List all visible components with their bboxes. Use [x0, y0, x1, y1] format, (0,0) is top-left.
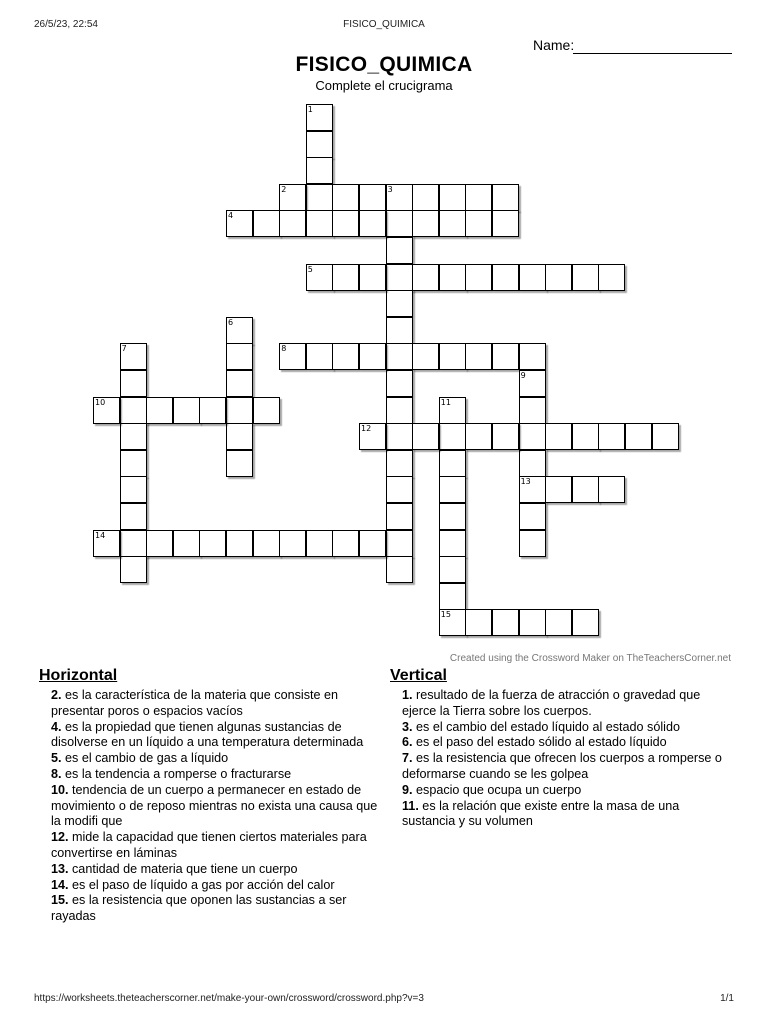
crossword-cell — [412, 423, 439, 450]
crossword-cell — [199, 530, 226, 557]
clue-number: 11 — [440, 397, 451, 407]
crossword-cell — [572, 423, 599, 450]
crossword-cell — [306, 131, 333, 158]
vertical-heading: Vertical — [390, 667, 447, 684]
horizontal-clues — [39, 667, 384, 925]
crossword-cell — [386, 423, 413, 450]
clue-item — [39, 878, 384, 894]
horizontal-clue-list — [39, 688, 384, 925]
clue-item — [39, 862, 384, 878]
crossword-cell — [439, 530, 466, 557]
crossword-cell — [226, 450, 253, 477]
clue-num: 3. — [402, 719, 413, 734]
crossword-cell — [306, 530, 333, 557]
crossword-cell — [146, 397, 173, 424]
crossword-cell — [332, 343, 359, 370]
crossword-cell — [120, 397, 147, 424]
crossword-cell — [386, 290, 413, 317]
clue-text: resultado de la fuerza de atracción o gravedad que ejerce la Tierra sobre los cuerpos. — [402, 688, 701, 718]
crossword-cell — [306, 210, 333, 237]
crossword-cell — [120, 476, 147, 503]
crossword-cell — [439, 503, 466, 530]
crossword-cell — [226, 317, 253, 344]
crossword-cell — [226, 370, 253, 397]
crossword-cell — [386, 450, 413, 477]
crossword-cell — [439, 450, 466, 477]
horizontal-heading: Horizontal — [39, 667, 118, 684]
crossword-cell — [120, 450, 147, 477]
crossword-cell — [306, 264, 333, 291]
print-header-title: FISICO_QUIMICA — [343, 19, 425, 30]
clue-text: es la propiedad que tienen algunas sustancias de disolverse en un líquido a una temperatura determinada — [51, 719, 364, 750]
clue-number: 10 — [95, 397, 106, 407]
crossword-cell — [332, 264, 359, 291]
clue-text: es la resistencia que oponen las sustancias a ser rayadas — [51, 893, 347, 924]
crossword-cell — [253, 210, 280, 237]
crossword-cell — [439, 343, 466, 370]
crossword-cell — [386, 503, 413, 530]
clue-number: 5 — [307, 264, 313, 274]
clue-item — [390, 751, 735, 783]
crossword-cell — [386, 556, 413, 583]
name-label: Name: — [533, 37, 575, 53]
clue-item — [390, 688, 735, 720]
crossword-cell — [332, 210, 359, 237]
crossword-cell — [412, 343, 439, 370]
clue-num: 4. — [51, 719, 62, 734]
clue-item — [390, 735, 735, 751]
crossword-cell — [598, 423, 625, 450]
clue-num: 9. — [402, 782, 413, 797]
crossword-cell — [439, 583, 466, 610]
crossword-cell — [519, 450, 546, 477]
crossword-cell — [226, 423, 253, 450]
clue-num: 11. — [402, 798, 419, 813]
vertical-clues — [390, 667, 735, 830]
clue-text: espacio que ocupa un cuerpo — [412, 782, 582, 797]
crossword-cell — [465, 423, 492, 450]
crossword-cell — [386, 210, 413, 237]
crossword-cell — [519, 476, 546, 503]
clue-num: 10. — [51, 782, 69, 797]
crossword-cell — [173, 530, 200, 557]
crossword-cell — [519, 397, 546, 424]
clue-item — [39, 767, 384, 783]
clue-number: 14 — [95, 530, 106, 540]
crossword-cell — [386, 370, 413, 397]
crossword-cell — [519, 370, 546, 397]
crossword-cell — [652, 423, 679, 450]
crossword-cell — [386, 264, 413, 291]
crossword-cell — [226, 530, 253, 557]
footer-page-number: 1/1 — [720, 993, 734, 1004]
crossword-cell — [465, 184, 492, 211]
clue-number: 13 — [520, 477, 531, 487]
crossword-cell — [519, 343, 546, 370]
crossword-cell — [519, 264, 546, 291]
clue-num: 13. — [51, 861, 69, 876]
crossword-cell — [545, 476, 572, 503]
clue-text: es el paso de líquido a gas por acción del calor — [68, 877, 335, 892]
crossword-cell — [492, 609, 519, 636]
crossword-cell — [439, 397, 466, 424]
clue-item — [39, 688, 384, 720]
crossword-cell — [226, 397, 253, 424]
crossword-cell — [359, 210, 386, 237]
crossword-cell — [173, 397, 200, 424]
crossword-cell — [120, 556, 147, 583]
crossword-cell — [146, 530, 173, 557]
crossword-cell — [386, 476, 413, 503]
crossword-cell — [519, 530, 546, 557]
clue-number: 12 — [361, 424, 372, 434]
crossword-cell — [359, 184, 386, 211]
crossword-cell — [279, 343, 306, 370]
crossword-cell — [253, 530, 280, 557]
clue-text: es el cambio de gas a líquido — [61, 751, 229, 766]
crossword-cell — [598, 264, 625, 291]
crossword-cell — [545, 264, 572, 291]
clue-text: es el cambio del estado líquido al estado sólido — [412, 719, 680, 734]
crossword-cell — [519, 609, 546, 636]
clue-num: 7. — [402, 751, 413, 766]
crossword-cell — [439, 184, 466, 211]
clue-item — [39, 893, 384, 925]
clue-number: 8 — [281, 344, 287, 354]
credit-text: Created using the Crossword Maker on TheTeachersCorner.net — [449, 653, 731, 664]
crossword-cell — [598, 476, 625, 503]
crossword-cell — [279, 184, 306, 211]
crossword-cell — [492, 210, 519, 237]
crossword-cell — [226, 343, 253, 370]
crossword-cell — [439, 476, 466, 503]
crossword-cell — [386, 343, 413, 370]
crossword-cell — [625, 423, 652, 450]
crossword-cell — [359, 530, 386, 557]
crossword-cell — [93, 397, 120, 424]
crossword-cell — [545, 423, 572, 450]
crossword-cell — [439, 423, 466, 450]
crossword-cell — [120, 343, 147, 370]
crossword-cell — [412, 184, 439, 211]
crossword-cell — [439, 609, 466, 636]
crossword-cell — [120, 423, 147, 450]
crossword-cell — [465, 210, 492, 237]
crossword-cell — [412, 264, 439, 291]
crossword-cell — [359, 423, 386, 450]
crossword-cell — [545, 609, 572, 636]
crossword-cell — [306, 343, 333, 370]
crossword-cell — [492, 264, 519, 291]
clue-num: 8. — [51, 766, 62, 781]
clue-text: mide la capacidad que tienen ciertos materiales para convertirse en láminas — [51, 830, 367, 860]
crossword-cell — [572, 264, 599, 291]
crossword-cell — [306, 184, 333, 211]
crossword-cell — [279, 530, 306, 557]
crossword-cell — [359, 264, 386, 291]
crossword-cell — [332, 184, 359, 211]
crossword-cell — [465, 343, 492, 370]
page-title: FISICO_QUIMICA — [295, 53, 473, 76]
crossword-cell — [519, 503, 546, 530]
crossword-cell — [412, 210, 439, 237]
footer-url: https://worksheets.theteacherscorner.net/make-your-own/crossword/crossword.php?v=3 — [34, 993, 424, 1004]
crossword-cell — [279, 210, 306, 237]
clue-num: 5. — [51, 751, 62, 766]
crossword-cell — [306, 104, 333, 131]
clue-num: 1. — [402, 688, 413, 702]
crossword-cell — [93, 530, 120, 557]
crossword-cell — [120, 503, 147, 530]
crossword-cell — [465, 609, 492, 636]
clue-num: 2. — [51, 688, 62, 702]
clue-number: 15 — [440, 610, 451, 620]
crossword-cell — [492, 423, 519, 450]
clue-num: 15. — [51, 893, 69, 908]
crossword-cell — [439, 556, 466, 583]
crossword-cell — [572, 609, 599, 636]
crossword-cell — [120, 370, 147, 397]
clue-item — [390, 720, 735, 736]
clue-num: 6. — [402, 735, 413, 750]
page-subtitle: Complete el crucigrama — [315, 78, 453, 93]
crossword-cell — [386, 317, 413, 344]
clue-num: 14. — [51, 877, 69, 892]
clue-text: es la relación que existe entre la masa de una sustancia y su volumen — [402, 798, 680, 829]
clue-item — [390, 799, 735, 831]
print-date: 26/5/23, 22:54 — [34, 19, 98, 30]
crossword-cell — [465, 264, 492, 291]
clue-item — [390, 783, 735, 799]
clue-number: 7 — [121, 344, 127, 354]
crossword-cell — [439, 264, 466, 291]
crossword-cell — [386, 530, 413, 557]
crossword-cell — [226, 210, 253, 237]
clue-number: 9 — [520, 371, 526, 380]
crossword-cell — [306, 157, 333, 184]
crossword-cell — [253, 397, 280, 424]
clue-item — [39, 720, 384, 752]
vertical-clue-list — [390, 688, 735, 830]
clue-text: es la característica de la materia que consiste en presentar poros o espacios vacíos — [51, 688, 339, 718]
clue-text: cantidad de materia que tiene un cuerpo — [68, 861, 298, 876]
crossword-cell — [359, 343, 386, 370]
clue-number: 1 — [307, 105, 313, 114]
clue-num: 12. — [51, 830, 69, 845]
crossword-cell — [386, 184, 413, 211]
crossword-cell — [332, 530, 359, 557]
clue-number: 2 — [281, 184, 287, 194]
clue-item — [39, 783, 384, 830]
clue-number: 3 — [387, 184, 393, 194]
clue-text: tendencia de un cuerpo a permanecer en estado de movimiento o de reposo mientras no exista una causa que la modifi que — [51, 782, 378, 829]
clue-text: es la tendencia a romperse o fracturarse — [61, 766, 292, 781]
crossword-cell — [386, 397, 413, 424]
crossword-cell — [492, 343, 519, 370]
crossword-cell — [519, 423, 546, 450]
crossword-cell — [386, 237, 413, 264]
clue-item — [39, 751, 384, 767]
clue-text: es la resistencia que ofrecen los cuerpos a romperse o deformarse cuando se les golpea — [402, 751, 722, 781]
crossword-cell — [439, 210, 466, 237]
crossword-cell — [199, 397, 226, 424]
clue-item — [39, 830, 384, 862]
clue-number: 4 — [228, 211, 234, 221]
crossword-cell — [492, 184, 519, 211]
clue-number: 6 — [228, 317, 234, 327]
clue-text: es el paso del estado sólido al estado líquido — [412, 735, 667, 750]
crossword-cell — [120, 530, 147, 557]
crossword-cell — [572, 476, 599, 503]
